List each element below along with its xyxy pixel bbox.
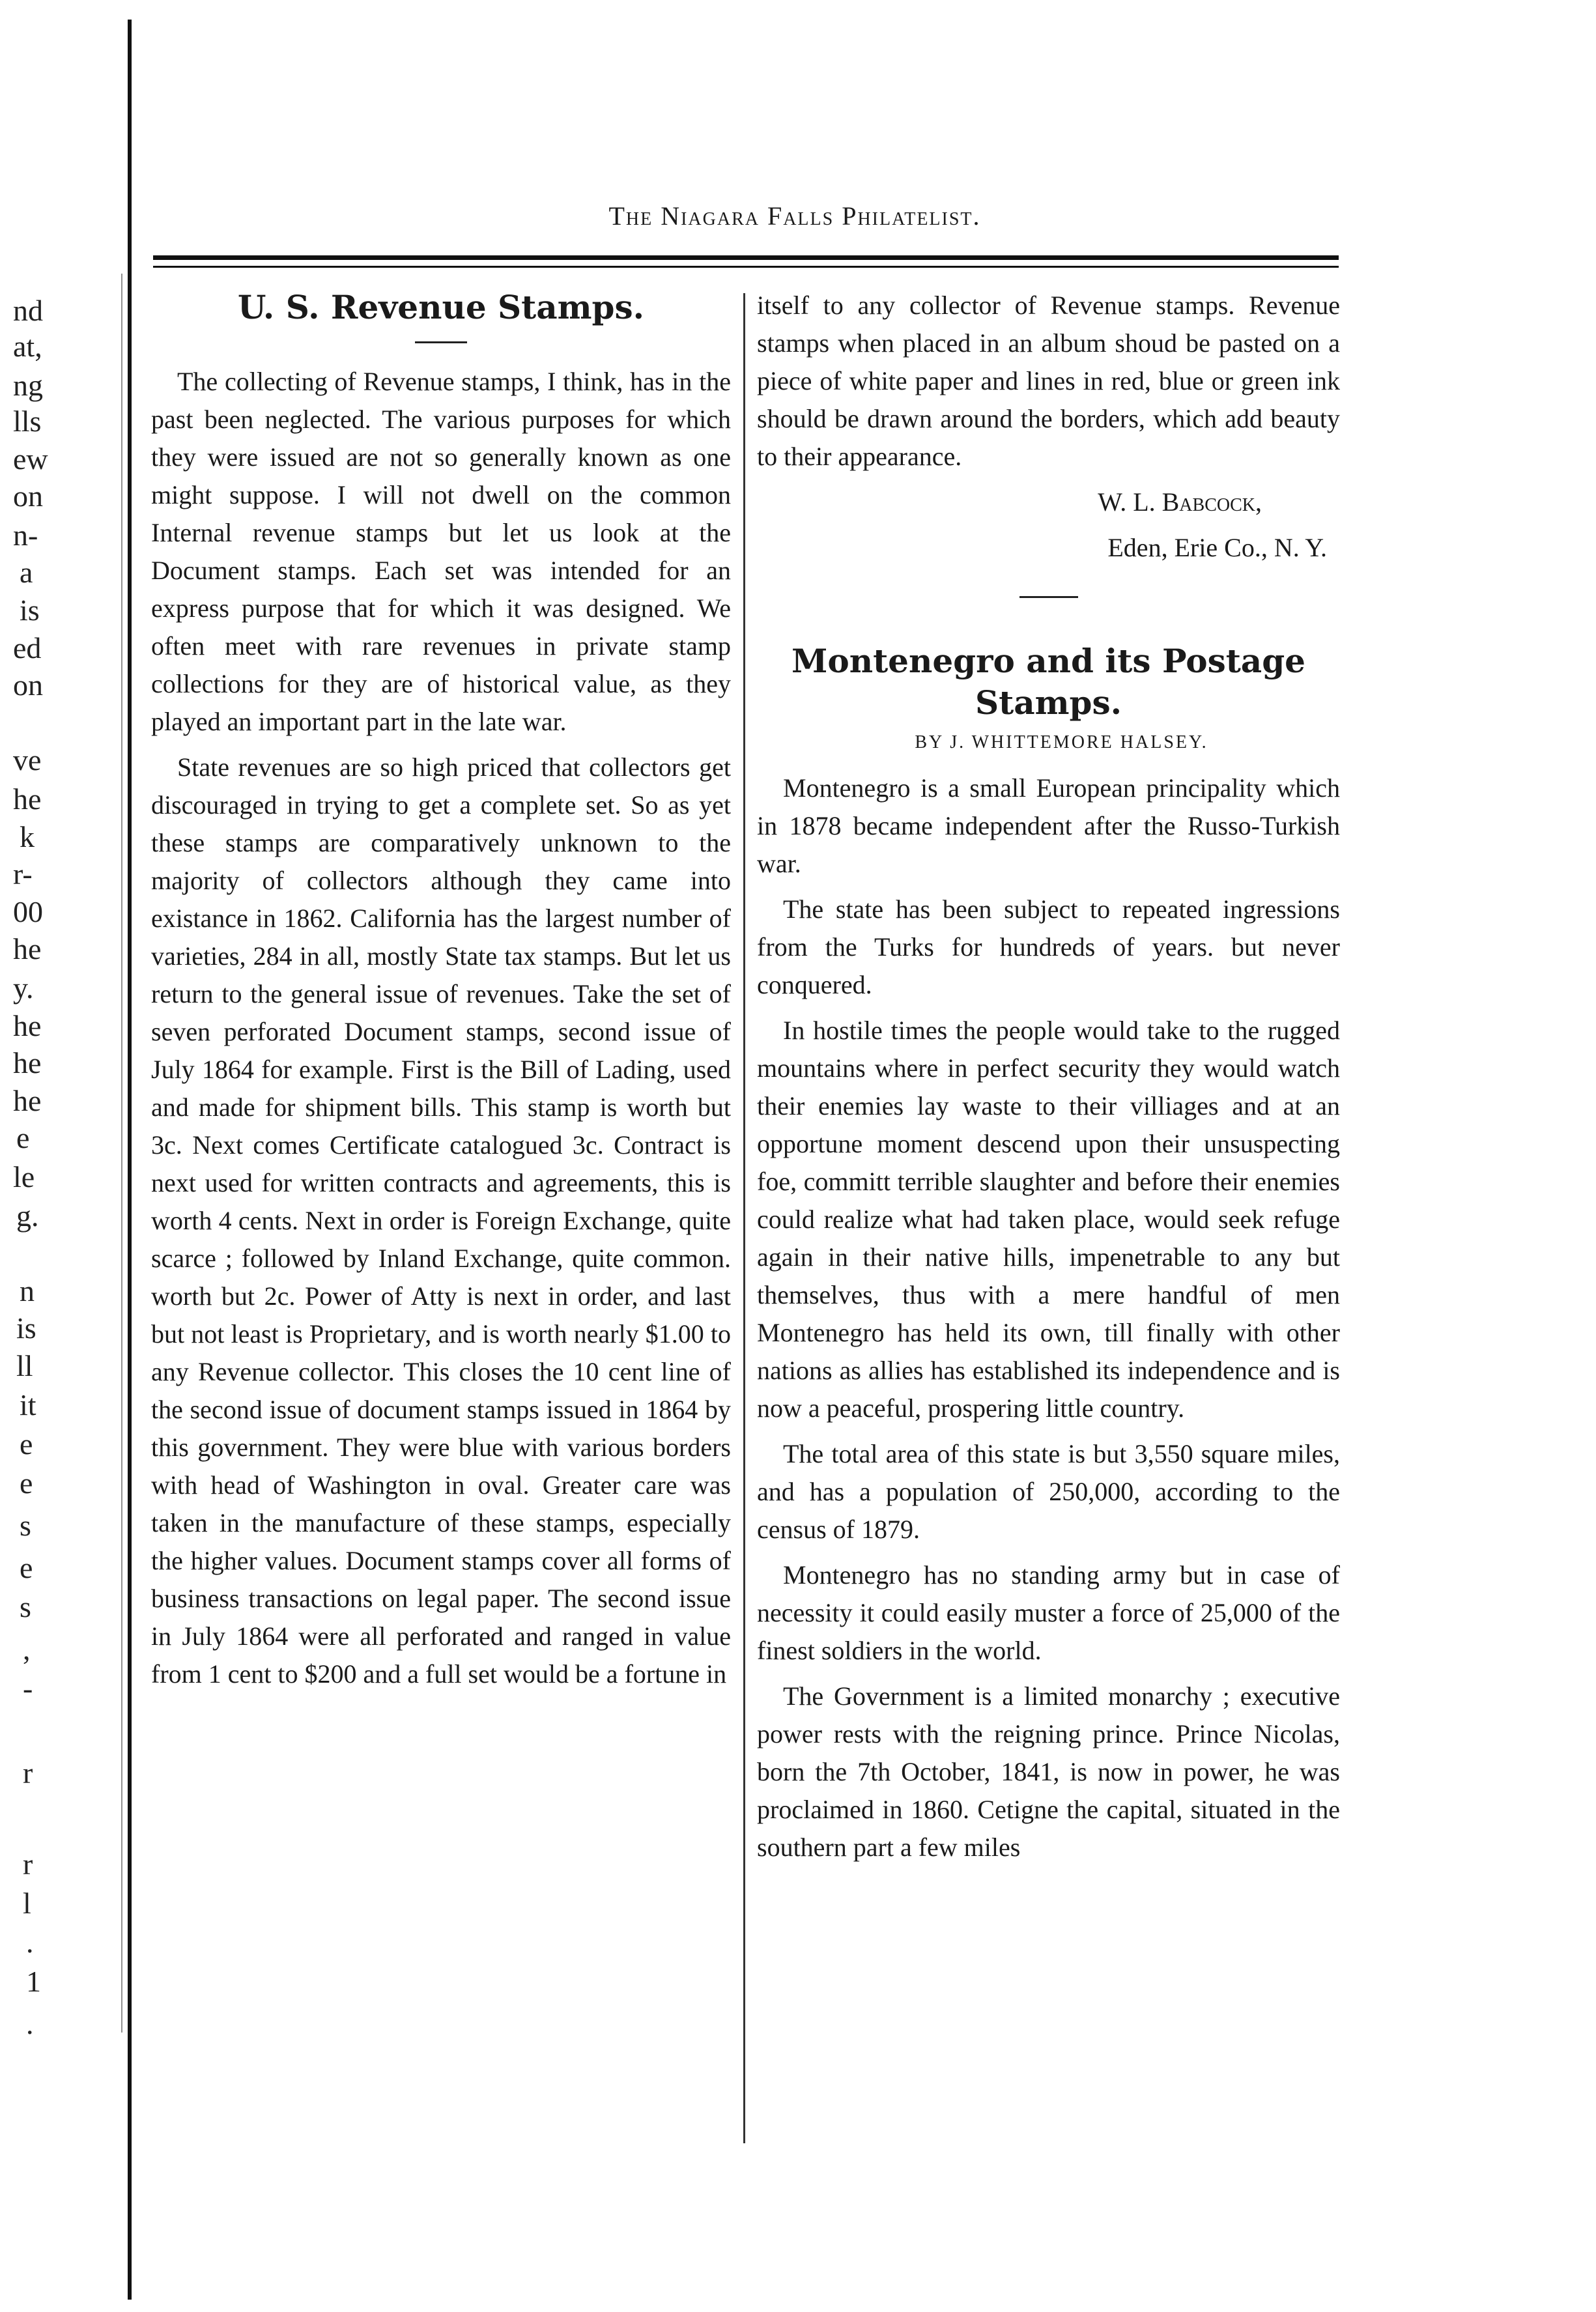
article-paragraph: The state has been subject to repeated ingressions from the Turks for hundreds of years. but never conquered. [757,894,1340,999]
column-divider [743,293,745,2143]
article-title-revenue-stamps: U. S. Revenue Stamps. [237,288,645,326]
article-paragraph: The collecting of Revenue stamps, I think, has in the past been neglected. The various purposes for which they were issued are not so generally known as one might suppose. I will not dwell on the common Internal revenue stamps but let us look at the Document stamps. Each set was intended for an express purpose that for which it was designed. We often meet with rare revenues in private stamp collections for they are of historical value, as they played an important part in the late war. [151,367,731,736]
gutter-fragment: he [13,932,42,965]
gutter-fragment: is [20,593,40,627]
gutter-fragment: 1 [26,1965,41,1998]
article-paragraph: State revenues are so high priced that collectors get discouraged in trying to get a complete set. So as yet these stamps are comparatively unknown to the majority of collectors although they came into existance in 1862. California has the largest number of varieties, 284 in all, mostly State tax stamps. But let us return to the general issue of revenues. Take the set of seven perforated Document stamps, second issue of July 1864 for example. First is the Bill of Lading, used and made for shipment bills. This stamp is worth but 3c. Next comes Certificate catalogued 3c. Contract is next used for written contracts and agreements, this is worth 4 cents. Next in order is Foreign Exchange, quite scarce ; followed by Inland Exchange, quite common. worth but 2c. Power of Atty is next in order, and last but not least is Proprietary, and is worth nearly $1.00 to any Revenue collector. This closes the 10 cent line of the second issue of document stamps issued in 1864 by this government. They were blue with various borders with head of Washington in oval. Greater care was taken in the manufacture of these stamps, especially the higher values. Document stamps cover all forms of business transactions on legal paper. The second issue in July 1864 were all perforated and ranged in value from 1 cent to $200 and a full set would be a fortune in [151,752,731,1689]
article-title-montenegro: Montenegro and its Postage Stamps. [791,642,1305,722]
gutter-fragment: nd [13,294,43,327]
signature-place: Eden, Erie Co., N. Y. [1107,533,1327,562]
article-continuation: itself to any collector of Revenue stamps. Revenue stamps when placed in an album shoud be pasted on a piece of white paper and lines in red, blue or green ink should be drawn around the borders, which add beauty to their appearance. [757,291,1340,471]
gutter-fragment: is [16,1311,36,1345]
binding-shadow [121,274,122,2033]
gutter-fragment: ll [16,1349,33,1382]
header-rule-thick [153,255,1339,260]
left-column [151,287,731,1701]
gutter-fragment: l [23,1887,31,1920]
gutter-fragment: he [13,1009,42,1042]
gutter-fragment: it [20,1388,36,1421]
byline: BY J. WHITTEMORE HALSEY. [915,732,1208,752]
article-paragraph: The total area of this state is but 3,550 square miles, and has a population of 250,000, according to the census of 1879. [757,1439,1340,1544]
gutter-fragment: e [16,1121,30,1154]
gutter-fragment: - [23,1672,33,1705]
gutter-fragment: 00 [13,895,43,928]
gutter-fragment: y. [13,971,34,1005]
right-column [757,287,1340,1874]
gutter-fragment: . [26,2007,34,2040]
gutter-fragment: . [26,1926,34,1959]
gutter-fragment: r [23,1848,33,1881]
gutter-fragment: ed [13,631,42,664]
running-head: The Niagara Falls Philatelist. [608,201,981,231]
title-rule [415,341,467,343]
gutter-fragment: ve [13,743,42,777]
article-paragraph: The Government is a limited monarchy ; executive power rests with the reigning prince. Prince Nicolas, born the 7th October, 1841, is now in power, he was proclaimed in 1860. Cetigne the capital, situated in the southern part a few miles [757,1681,1340,1862]
gutter-fragment: e [20,1551,33,1584]
article-paragraph: Montenegro is a small European principality which in 1878 became independent after the Russo-Turkish war. [757,773,1340,878]
gutter-fragment: he [13,1084,42,1117]
gutter-fragment: le [13,1160,35,1193]
gutter-fragment: g. [16,1199,39,1233]
gutter-fragment: k [20,820,35,853]
gutter-fragment: r [23,1756,33,1790]
gutter-fragment: n [20,1274,35,1307]
signature-name: W. L. Babcock, [1098,487,1262,517]
gutter-fragment: ew [13,442,48,476]
article-paragraph: In hostile times the people would take to the rugged mountains where in perfect security they would watch their enemies lay waste to their villiages and at an opportune moment descend upon their unsuspecting foe, committ terrible slaughter and before their enemies could realize what had taken place, would seek refuge again in their native hills, impenetrable to any but themselves, thus with a mere handful of men Montenegro has held its own, till finally with other nations as allies has established its independence and is now a peaceful, prospering little country. [757,1016,1340,1423]
left-margin-fragments [0,0,117,2312]
article-paragraph: Montenegro has no standing army but in case of necessity it could easily muster a force of 25,000 of the finest soldiers in the world. [757,1560,1340,1665]
gutter-fragment: ng [13,369,43,402]
gutter-fragment: , [23,1633,31,1666]
gutter-fragment: on [13,668,43,702]
gutter-fragment: s [20,1590,31,1623]
gutter-fragment: e [20,1466,33,1500]
gutter-fragment: n- [13,519,38,552]
article-separator [1019,596,1078,598]
gutter-fragment: lls [13,405,42,438]
gutter-fragment: s [20,1509,31,1542]
gutter-fragment: e [20,1427,33,1461]
gutter-fragment: he [13,1046,42,1079]
gutter-fragment: on [13,479,43,513]
gutter-fragment: he [13,782,42,816]
header-rule-thin [153,266,1339,268]
gutter-fragment: at, [13,330,42,363]
gutter-fragment: a [20,556,33,589]
binding-edge [128,20,132,2300]
gutter-fragment: r- [13,857,33,891]
